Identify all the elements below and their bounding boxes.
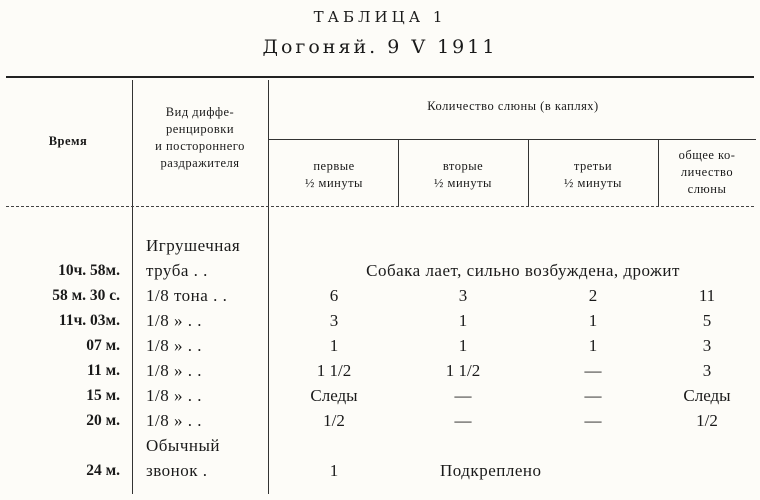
row-total: 1/2 xyxy=(696,411,718,430)
header-stimulus xyxy=(134,104,266,172)
column-divider-stimulus xyxy=(268,80,269,494)
row-third-half-minute: 2 xyxy=(588,286,598,305)
row-stimulus: 1/8 » . . xyxy=(146,311,202,330)
column-divider-time xyxy=(132,80,133,494)
row-stimulus: 1/8 » . . xyxy=(146,336,202,355)
header-col4-line: личество xyxy=(680,165,734,179)
table-title: Догоняй. 9 V 1911 xyxy=(262,36,498,58)
row-time: 07 м. xyxy=(86,337,120,354)
header-time: Время xyxy=(48,134,88,148)
row-first-half-minute: 1 xyxy=(329,336,339,355)
top-rule xyxy=(6,76,754,78)
row-time: 11ч. 03м. xyxy=(58,312,120,329)
row-second-half-minute: — xyxy=(454,411,472,430)
row-stimulus: 1/8 » . . xyxy=(146,411,202,430)
header-stimulus-line: Вид диффе- xyxy=(165,105,235,119)
row-note: Подкреплено xyxy=(440,461,542,480)
row-first-half-minute: 1 xyxy=(329,461,339,480)
row-total: Следы xyxy=(683,386,731,405)
row-second-half-minute: 1 xyxy=(458,336,468,355)
header-col2-line: вторые xyxy=(442,159,484,173)
row-third-half-minute: 1 xyxy=(588,336,598,355)
row-stimulus: 1/8 тона . . xyxy=(146,286,228,305)
row-third-half-minute: — xyxy=(584,361,602,380)
header-stimulus-line: ренцировки xyxy=(165,122,235,136)
row-second-half-minute: 1 xyxy=(458,311,468,330)
header-col4-line: общее ко- xyxy=(678,148,736,162)
header-col3 xyxy=(528,158,658,192)
row-stimulus: звонок . xyxy=(146,461,208,480)
header-col2-line: ½ минуты xyxy=(434,176,492,190)
header-bottom-rule xyxy=(6,206,754,208)
row-stimulus: Обычный xyxy=(146,436,221,455)
header-stimulus-line: и постороннего xyxy=(155,139,245,153)
row-time: 58 м. 30 с. xyxy=(52,287,120,304)
header-col2 xyxy=(398,158,528,192)
row-third-half-minute: — xyxy=(584,386,602,405)
header-col1 xyxy=(270,158,398,192)
row-total: 3 xyxy=(702,361,712,380)
row-stimulus: труба . . xyxy=(146,261,208,280)
header-col1-line: первые xyxy=(313,159,355,173)
row-third-half-minute: — xyxy=(584,411,602,430)
header-saliva-group: Количество слюны (в каплях) xyxy=(427,99,599,113)
row-time: 24 м. xyxy=(86,462,120,479)
row-third-half-minute: 1 xyxy=(588,311,598,330)
header-col4 xyxy=(658,147,756,198)
saliva-group-rule xyxy=(268,139,756,140)
row-stimulus: Игрушечная xyxy=(146,236,241,255)
row-first-half-minute: 1/2 xyxy=(323,411,345,430)
row-note: Собака лает, сильно возбуждена, дрожит xyxy=(366,261,680,280)
row-second-half-minute: — xyxy=(454,386,472,405)
row-time: 10ч. 58м. xyxy=(58,262,120,279)
row-time: 15 м. xyxy=(86,387,120,404)
header-col3-line: третьи xyxy=(573,159,613,173)
header-col1-line: ½ минуты xyxy=(305,176,363,190)
row-second-half-minute: 1 1/2 xyxy=(445,361,481,380)
table-number: ТАБЛИЦА 1 xyxy=(313,8,447,26)
row-first-half-minute: 3 xyxy=(329,311,339,330)
row-total: 11 xyxy=(698,286,716,305)
row-first-half-minute: 1 1/2 xyxy=(316,361,352,380)
row-second-half-minute: 3 xyxy=(458,286,468,305)
row-stimulus: 1/8 » . . xyxy=(146,386,202,405)
row-first-half-minute: 6 xyxy=(329,286,339,305)
row-first-half-minute: Следы xyxy=(310,386,358,405)
row-total: 3 xyxy=(702,336,712,355)
row-time: 20 м. xyxy=(86,412,120,429)
header-col4-line: слюны xyxy=(687,182,727,196)
row-time: 11 м. xyxy=(87,362,120,379)
header-col3-line: ½ минуты xyxy=(564,176,622,190)
header-stimulus-line: раздражителя xyxy=(160,156,240,170)
row-total: 5 xyxy=(702,311,712,330)
row-stimulus: 1/8 » . . xyxy=(146,361,202,380)
